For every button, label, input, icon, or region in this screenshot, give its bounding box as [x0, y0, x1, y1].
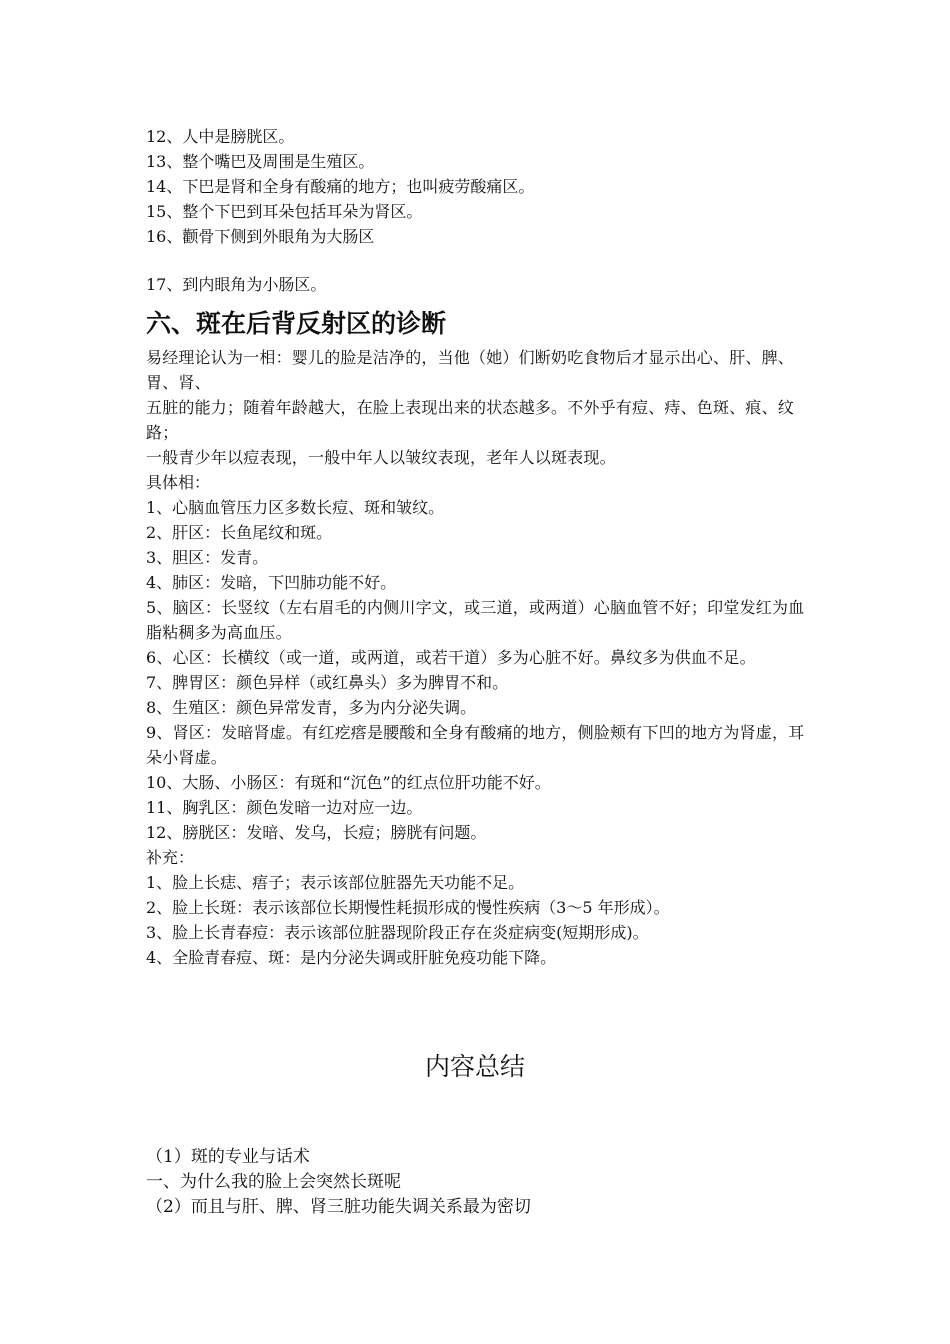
- section-heading: 六、斑在后背反射区的诊断: [146, 309, 447, 338]
- detail-item: 4、肺区：发暗，下凹肺功能不好。: [146, 573, 397, 592]
- supplement-item: 1、脸上长痣、痦子；表示该部位脏器先天功能不足。: [146, 873, 525, 892]
- spacer: [146, 249, 806, 272]
- intro-paragraph: 易经理论认为一相：婴儿的脸是洁净的，当他（她）们断奶吃食物后才显示出心、肝、脾、胃、肾、: [146, 348, 795, 392]
- detail-item: 8、生殖区：颜色异常发青，多为内分泌失调。: [146, 698, 477, 717]
- list-item: 17、到内眼角为小肠区。: [146, 275, 327, 294]
- supplement-item: 2、脸上长斑：表示该部位长期慢性耗损形成的慢性疾病（3～5 年形成）。: [146, 898, 670, 917]
- summary-title: 内容总结: [424, 1052, 525, 1081]
- list-item: 12、人中是膀胱区。: [146, 127, 295, 146]
- face-zone-list: [146, 124, 806, 297]
- detail-item: 7、脾胃区：颜色异样（或红鼻头）多为脾胃不和。: [146, 673, 509, 692]
- list-item: 13、整个嘴巴及周围是生殖区。: [146, 152, 375, 171]
- list-item: 15、整个下巴到耳朵包括耳朵为肾区。: [146, 202, 423, 221]
- list-item: 16、颧骨下侧到外眼角为大肠区: [146, 227, 375, 246]
- detail-item: 9、肾区：发暗肾虚。有红疙瘩是腰酸和全身有酸痛的地方，侧脸颊有下凹的地方为肾虚，耳朵小肾虚。: [146, 723, 805, 767]
- back-zone-section: [146, 307, 806, 970]
- intro-paragraph: 一般青少年以痘表现，一般中年人以皱纹表现，老年人以斑表现。: [146, 448, 616, 467]
- detail-item: 2、肝区：长鱼尾纹和斑。: [146, 523, 333, 542]
- detail-item: 5、脑区：长竖纹（左右眉毛的内侧川字文，或三道，或两道）心脑血管不好；印堂发红为血脂粘稠多为高血压。: [146, 598, 805, 642]
- detail-item: 1、心脑血管压力区多数长痘、斑和皱纹。: [146, 498, 445, 517]
- detail-item: 6、心区：长横纹（或一道，或两道，或若干道）多为心脏不好。鼻纹多为供血不足。: [146, 648, 756, 667]
- supplement-item: 4、全脸青春痘、斑：是内分泌失调或肝脏免疫功能下降。: [146, 948, 557, 967]
- summary-line: （1）斑的专业与话术: [146, 1147, 310, 1167]
- summary-line: 一、为什么我的脸上会突然长斑呢: [146, 1172, 401, 1192]
- supplement-label: 补充：: [146, 848, 195, 867]
- detail-item: 12、膀胱区：发暗、发乌，长痘；膀胱有问题。: [146, 823, 487, 842]
- detail-item: 3、胆区：发青。: [146, 548, 269, 567]
- intro-label: 具体相：: [146, 473, 211, 492]
- intro-paragraph: 五脏的能力；随着年龄越大，在脸上表现出来的状态越多。不外乎有痘、痔、色斑、痕、纹路；: [146, 398, 795, 442]
- detail-item: 11、胸乳区：颜色发暗一边对应一边。: [146, 798, 423, 817]
- summary-section: [146, 1145, 806, 1220]
- supplement-item: 3、脸上长青春痘：表示该部位脏器现阶段正存在炎症病变(短期形成)。: [146, 923, 649, 942]
- summary-line: （2）而且与肝、脾、肾三脏功能失调关系最为密切: [146, 1197, 531, 1217]
- detail-item: 10、大肠、小肠区：有斑和“沉色”的红点位肝功能不好。: [146, 773, 551, 792]
- list-item: 14、下巴是肾和全身有酸痛的地方；也叫疲劳酸痛区。: [146, 177, 535, 196]
